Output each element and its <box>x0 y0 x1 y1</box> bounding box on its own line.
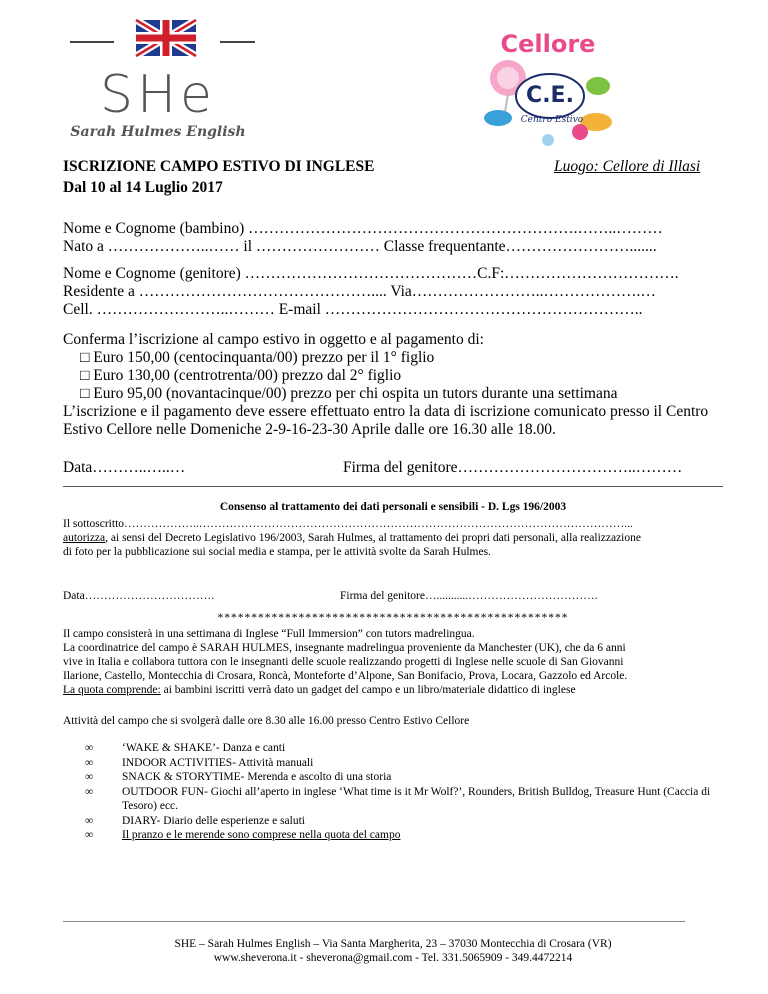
parent-name-field[interactable]: Nome e Cognome (genitore) ………………………………………C.F:……………………………. <box>63 265 679 282</box>
list-item: ∞ ‘WAKE & SHAKE’- Danza e canti <box>85 742 286 754</box>
phone-email-field[interactable]: Cell. ……………………..……… E-mail …………………………………………………….. <box>63 301 643 318</box>
list-item: ∞ Il pranzo e le merende sono comprese nella quota del campo <box>85 829 401 841</box>
activities-intro: Attività del campo che si svolgerà dalle ore 8.30 alle 16.00 presso Centro Estivo Cellore <box>63 715 470 727</box>
infinity-bullet-icon: ∞ <box>85 829 94 841</box>
camp-dates: Dal 10 al 14 Luglio 2017 <box>63 179 223 196</box>
list-item: ∞ INDOOR ACTIVITIES- Attività manuali <box>85 756 314 769</box>
svg-text:Cellore: Cellore <box>500 30 596 58</box>
she-logo <box>60 12 260 142</box>
quota-text: La quota comprende: ai bambini iscritti verrà dato un gadget del campo e un libro/materiale didattico di inglese <box>63 684 576 696</box>
info-line: Ilarione, Castello, Montecchia di Crosara, Roncà, Monteforte d’Alpone, San Bonifacio, Prova, Locara, Gazzolo ed Arcole. <box>63 670 628 682</box>
footer-divider <box>63 921 685 922</box>
form-title: ISCRIZIONE CAMPO ESTIVO DI INGLESE <box>63 158 375 175</box>
footer-address: SHE – Sarah Hulmes English – Via Santa Margherita, 23 – 37030 Montecchia di Crosara (VR) <box>174 938 612 950</box>
child-name-field[interactable]: Nome e Cognome (bambino) ……………………………………………………….……..……… <box>63 220 663 237</box>
svg-text:Sarah Hulmes English: Sarah Hulmes English <box>70 124 246 140</box>
list-item: ∞ SNACK & STORYTIME- Merenda e ascolto di una storia <box>85 771 392 783</box>
list-item: ∞ DIARY- Diario delle esperienze e saluti <box>85 814 305 827</box>
svg-text:C.E.: C.E. <box>526 83 574 108</box>
price-option[interactable]: □ Euro 130,00 (centrotrenta/00) prezzo dal 2° figlio <box>80 367 402 384</box>
date-field[interactable]: Data………..…..… <box>63 459 186 476</box>
infinity-bullet-icon: ∞ <box>85 771 94 783</box>
consent-date-field[interactable]: Data……………………………. <box>63 590 215 602</box>
info-line: Il campo consisterà in una settimana di Inglese “Full Immersion” con tutors madrelingua. <box>63 628 475 640</box>
checkbox-icon[interactable]: □ <box>80 367 90 384</box>
infinity-bullet-icon: ∞ <box>85 785 94 798</box>
activities-list <box>85 741 725 843</box>
consent-signature-field[interactable]: Firma del genitore…...........……………………………. <box>340 590 598 602</box>
parent-signature-field[interactable]: Firma del genitore……………………………..……… <box>343 459 683 476</box>
price-option[interactable]: □ Euro 95,00 (novantacinque/00) prezzo per chi ospita un tutors durante una settimana <box>80 385 618 402</box>
infinity-bullet-icon: ∞ <box>85 756 94 769</box>
checkbox-icon[interactable]: □ <box>80 385 90 402</box>
infinity-bullet-icon: ∞ <box>85 742 94 754</box>
checkbox-icon[interactable]: □ <box>80 349 90 366</box>
confirm-intro: Conferma l’iscrizione al campo estivo in oggetto e al pagamento di: <box>63 331 484 348</box>
footer-contacts: www.sheverona.it - sheverona@gmail.com - Tel. 331.5065909 - 349.4472214 <box>213 952 573 964</box>
price-option[interactable]: □ Euro 150,00 (centocinquanta/00) prezzo per il 1° figlio <box>80 349 435 366</box>
residence-field[interactable]: Residente a ……………………………………….... Via……………………..……………….… <box>63 283 656 300</box>
birth-and-class-field[interactable]: Nato a ………………..…… il …………………… Classe frequentante……………………....... <box>63 238 657 255</box>
info-line: vive in Italia e collabora tuttora con le insegnanti delle scuole realizzando progetti di Inglese nelle scuole di San Giovanni <box>63 656 624 668</box>
infinity-bullet-icon: ∞ <box>85 814 94 827</box>
camp-location: Luogo: Cellore di Illasi <box>554 158 701 175</box>
payment-note-line1: L’iscrizione e il pagamento deve essere effettuato entro la data di iscrizione comunicato presso il Centro <box>63 403 709 420</box>
consent-authorize-text: autorizza, ai sensi del Decreto Legislativo 196/2003, Sarah Hulmes, al trattamento dei propri dati personali, alla realizzazione <box>63 532 641 544</box>
consent-title: Consenso al trattamento dei dati personali e sensibili - D. Lgs 196/2003 <box>219 501 567 513</box>
svg-text:SHe: SHe <box>99 65 217 125</box>
list-item: ∞ OUTDOOR FUN- Giochi all’aperto in inglese ‘What time is it Mr Wolf?’, Rounders, British Bulldog, Treasure Hunt (Caccia di Tesoro) ecc. <box>85 785 711 812</box>
asterisk-separator: **************************************************** <box>217 612 569 624</box>
consent-photo-text: di foto per la pubblicazione sui social media e stampa, per le attività svolte da Sarah Hulmes. <box>63 546 491 558</box>
price-options <box>80 349 618 403</box>
consent-name-field[interactable]: Il sottoscritto………………..…………………………………………………………………………………………………... <box>63 518 633 530</box>
cellore-ce-logo <box>478 22 618 148</box>
uk-flag-icon <box>136 20 196 56</box>
payment-note-line2: Estivo Cellore nelle Domeniche 2-9-16-23-30 Aprile dalle ore 16.30 alle 18.00. <box>63 421 556 438</box>
info-line: La coordinatrice del campo è SARAH HULMES, insegnante madrelingua proveniente da Manchester (UK), che da 6 anni <box>63 642 626 654</box>
svg-text:Centro Estivo: Centro Estivo <box>520 115 584 125</box>
section-divider <box>63 486 723 487</box>
